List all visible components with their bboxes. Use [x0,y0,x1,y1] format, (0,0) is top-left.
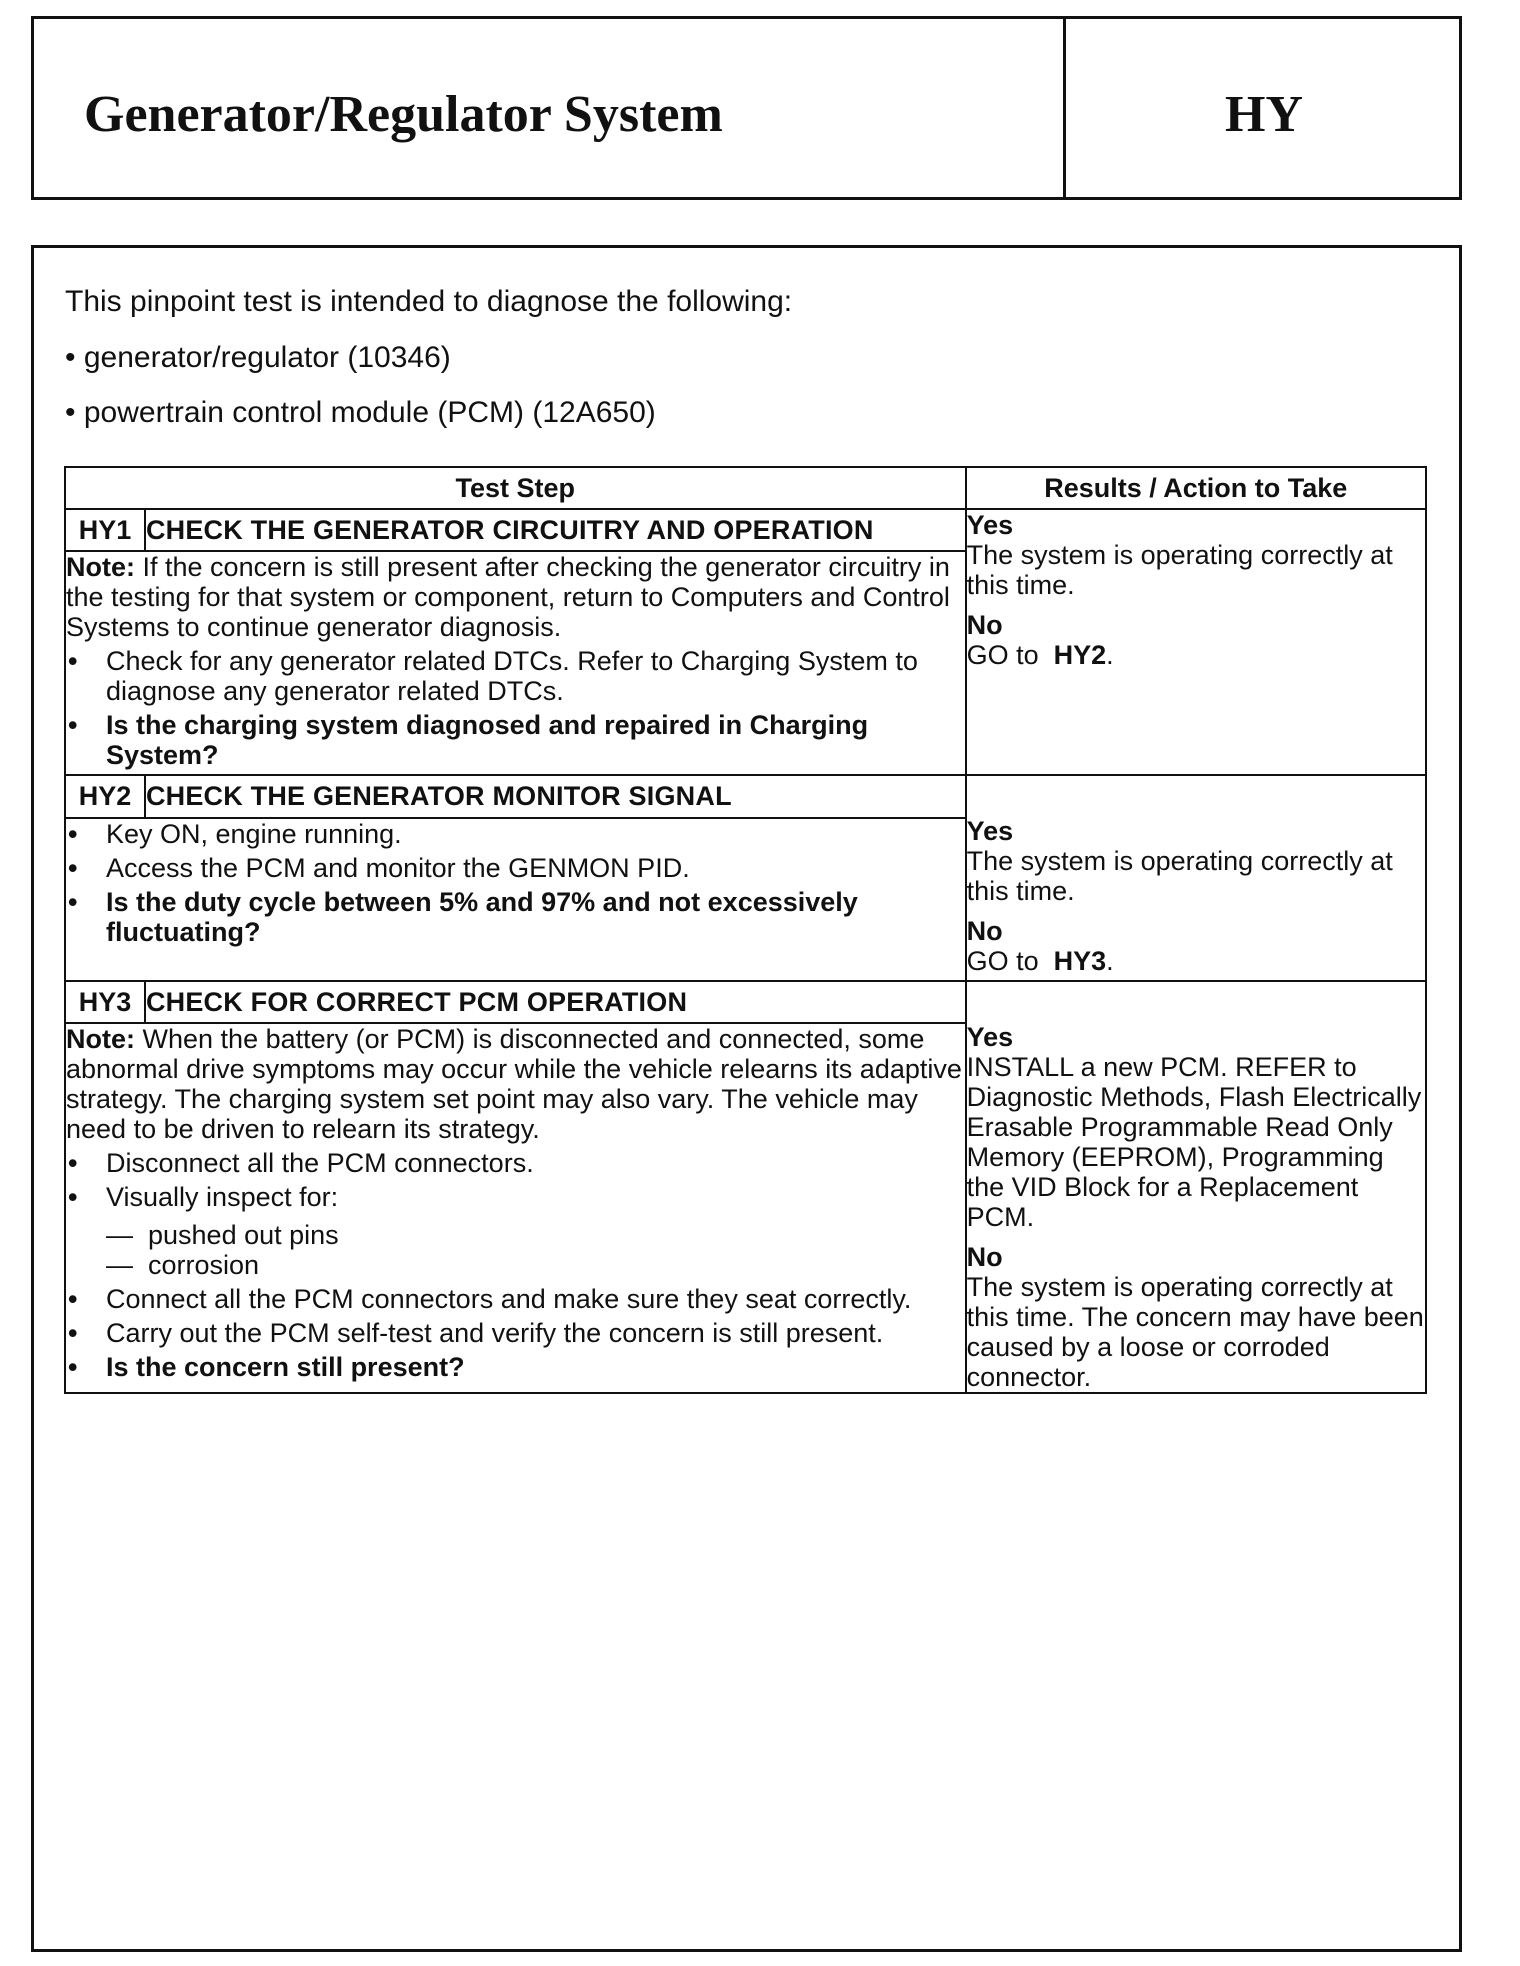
inspection-item: — pushed out pins [66,1220,965,1250]
step-bullet: • Visually inspect for: [66,1182,965,1212]
note-text: If the concern is still present after checking the generator circuitry in the testing for that system or component, return to Computers and Control Systems to continue generator diagnosis. [66,552,950,642]
step-note [66,1024,965,1144]
section-code: HY [1225,86,1303,143]
step-title-row [65,509,1426,551]
result-no-text: The system is operating correctly at this time. The concern may have been caused by a loose or corroded connector. [966,1272,1424,1392]
step-bullet: • Disconnect all the PCM connectors. [66,1148,965,1178]
step-bullets [66,646,965,770]
step-note [66,552,965,642]
step-question: • Is the concern still present? [66,1352,965,1382]
intro-lead: This pinpoint test is intended to diagnose the following: [65,285,793,318]
step-title-row [65,981,1426,1023]
goto-prefix: GO to [966,640,1039,670]
step-title: CHECK FOR CORRECT PCM OPERATION [145,981,966,1023]
intro-item-text: generator/regulator (10346) [83,341,451,374]
result-no-text [967,946,1425,976]
step-title: CHECK THE GENERATOR CIRCUITRY AND OPERATION [145,509,966,551]
result-yes-text: INSTALL a new PCM. REFER to Diagnostic Methods, Flash Electrically Erasable Programmable Read Only Memory (EEPROM), Programming the VID Block for a Replacement PCM. [966,1052,1422,1232]
result-no-text [967,640,1425,670]
step-question: • Is the duty cycle between 5% and 97% and not excessively fluctuating? [66,887,965,947]
goto-target: HY3 [1053,946,1107,976]
note-label: Note: [66,552,135,582]
result-no-label: No [966,610,1003,640]
goto-prefix: GO to [966,946,1039,976]
page-title: Generator/Regulator System [84,86,723,143]
note-label: Note: [66,1024,135,1054]
column-header-test-step: Test Step [65,467,966,509]
inspection-item: — corrosion [66,1250,965,1280]
intro-item: • generator/regulator (10346) [65,341,451,374]
step-bullet: • Connect all the PCM connectors and make sure they seat correctly. [66,1284,965,1314]
step-results [966,775,1426,981]
step-bullets [66,1148,965,1212]
inspection-list [66,1220,965,1280]
result-yes-label: Yes [966,816,1014,846]
header-box [31,16,1462,200]
step-results [966,981,1426,1393]
table-header-row [65,467,1426,509]
step-body [65,551,966,775]
result-no-label: No [966,916,1003,946]
step-results [966,509,1426,775]
pinpoint-test-table [64,466,1427,1394]
step-bullets [66,819,965,947]
intro-item-text: powertrain control module (PCM) (12A650) [83,396,656,429]
goto-suffix: . [1106,946,1114,976]
step-id: HY3 [65,981,145,1023]
step-id: HY1 [65,509,145,551]
step-title: CHECK THE GENERATOR MONITOR SIGNAL [145,775,966,818]
step-question: • Is the charging system diagnosed and repaired in Charging System? [66,710,965,770]
step-bullets [66,1284,965,1382]
step-body [65,818,966,981]
step-id: HY2 [65,775,145,818]
result-yes-label: Yes [966,510,1014,540]
intro-item: • powertrain control module (PCM) (12A650) [65,396,656,429]
goto-target: HY2 [1053,640,1107,670]
step-bullet: • Access the PCM and monitor the GENMON PID. [66,853,965,883]
step-body [65,1023,966,1393]
result-yes-text: The system is operating correctly at this time. [966,846,1393,906]
result-yes-label: Yes [966,1022,1014,1052]
step-bullet: • Check for any generator related DTCs. Refer to Charging System to diagnose any generator related DTCs. [66,646,965,706]
column-header-results: Results / Action to Take [966,467,1426,509]
step-bullet: • Key ON, engine running. [66,819,965,849]
goto-suffix: . [1106,640,1114,670]
step-title-row [65,775,1426,818]
note-text: When the battery (or PCM) is disconnected and connected, some abnormal drive symptoms may occur while the vehicle relearns its adaptive strategy. The charging system set point may also vary. The vehicle may need to be driven to relearn its strategy. [66,1024,962,1144]
result-no-label: No [966,1242,1003,1272]
step-bullet: • Carry out the PCM self-test and verify the concern is still present. [66,1318,965,1348]
result-yes-text: The system is operating correctly at this time. [966,540,1393,600]
